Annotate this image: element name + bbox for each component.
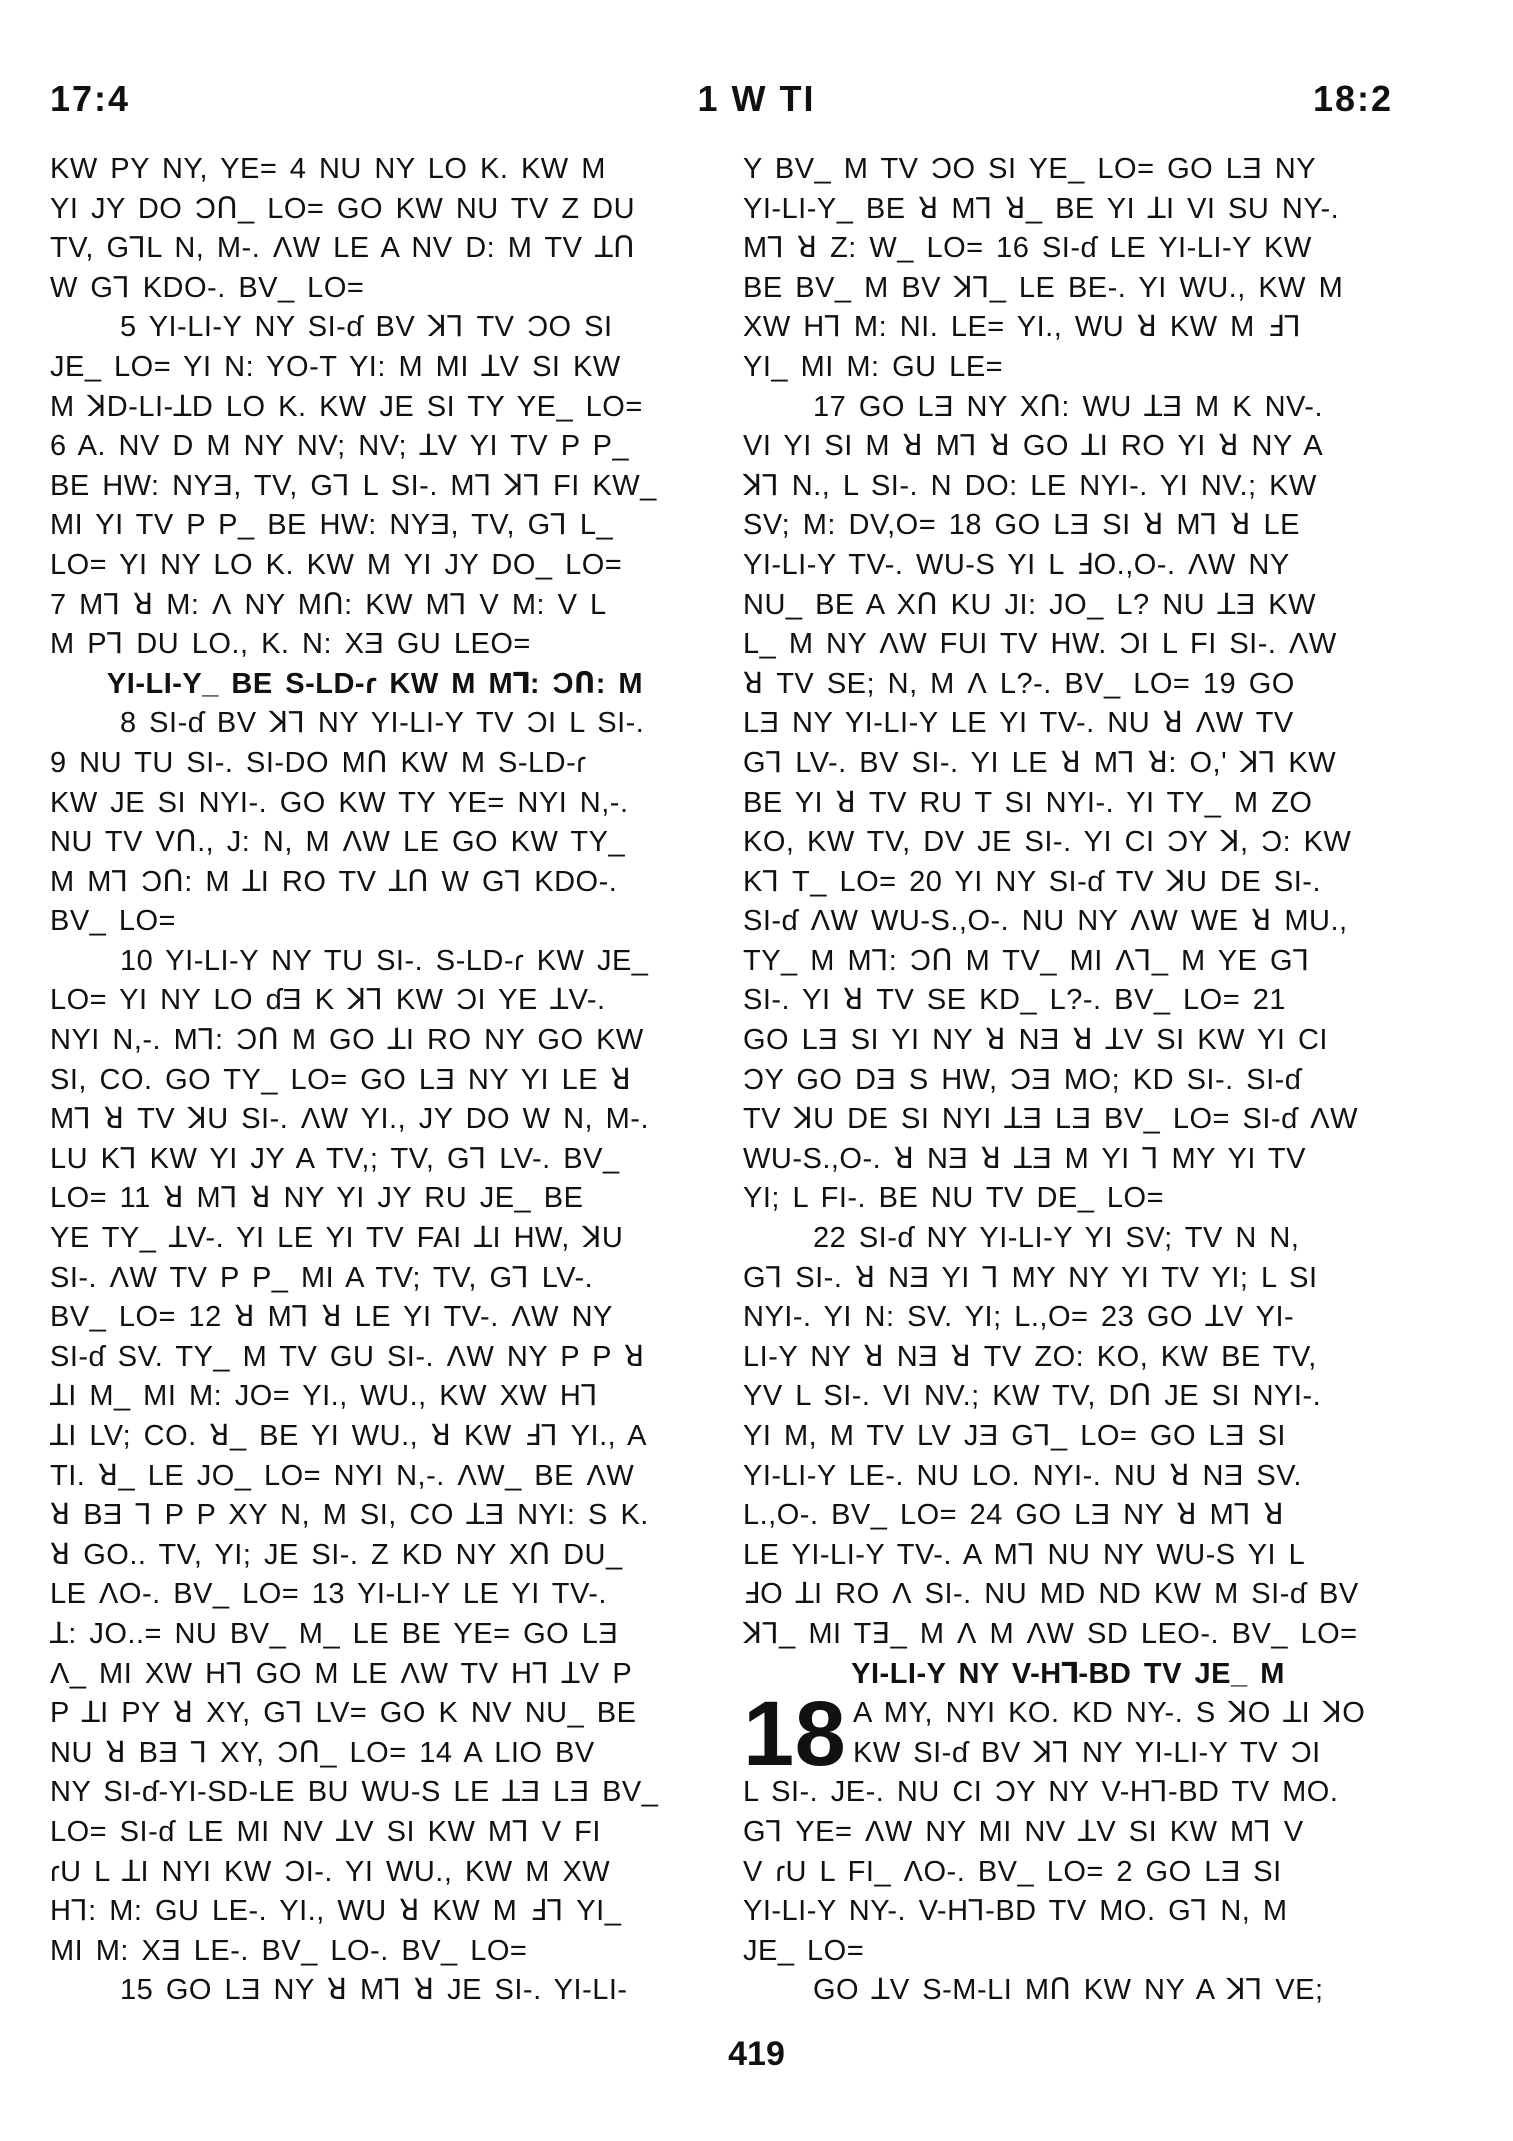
text-line: L.,O-. BV_ LO= 24 GO LƎ NY ꓤ Mꓶ ꓤ (743, 1499, 1285, 1532)
text-line: GO LƎ SI YI NY ꓤ NƎ ꓤ ꓕV SI KW YI CI (743, 1024, 1328, 1057)
text-line: L SI-. JE-. NU CI ƆY NY V-Hꓶ-BD TV MO. (743, 1776, 1339, 1809)
text-line: TI. ꓤ_ LE JO_ LO= NYI N,-. ɅW_ BE ɅW (50, 1459, 635, 1492)
text-line: LO= YI NY LO ɗƎ K ꓘꓶ KW ƆI YE ꓕV-. (50, 984, 606, 1017)
text-line: Gꓶ LV-. BV SI-. YI LE ꓤ Mꓶ ꓤ: O,' ꓘꓶ KW (743, 746, 1337, 779)
text-line: NY SI-ɗ-YI-SD-LE BU WU-S LE ꓕƎ LƎ BV_ (50, 1776, 659, 1809)
right-column-text (743, 150, 1393, 1694)
text-line: 6 A. NV D M NY NV; NV; ꓕV YI TV P P_ (50, 430, 630, 463)
text-line: ꓤ BƎ ꓶ P P XY N, M SI, CO ꓕƎ NYI: S K. (50, 1499, 649, 1532)
text-line: LO= SI-ɗ LE MI NV ꓕV SI KW Mꓶ V FI (50, 1815, 601, 1848)
chapter-number: 18 (743, 1683, 847, 1786)
text-line: SI-. ɅW TV P P_ MI A TV; TV, Gꓶ LV-. (50, 1261, 594, 1294)
text-line: Mꓶ ꓤ Z: W_ LO= 16 SI-ɗ LE YI-LI-Y KW (743, 232, 1312, 265)
text-line: SV; M: DV,O= 18 GO LƎ SI ꓤ Mꓶ ꓤ LE (743, 509, 1300, 542)
text-line: YI_ MI M: GU LE= (743, 350, 1004, 383)
text-line: 8 SI-ɗ BV ꓘꓶ NY YI-LI-Y TV ƆI L SI-. (120, 707, 645, 740)
text-line: NYI N,-. Mꓶ: ƆՈ M GO ꓕI RO NY GO KW (50, 1024, 644, 1057)
text-line: JE_ LO= (743, 1934, 865, 1967)
text-line: BE BV_ M BV ꓘꓶ_ LE BE-. YI WU., KW M (743, 271, 1344, 304)
text-line: Gꓶ YE= ɅW NY MI NV ꓕV SI KW Mꓶ V (743, 1815, 1304, 1848)
text-line: LE YI-LI-Y TV-. A Mꓶ NU NY WU-S YI L (743, 1538, 1306, 1571)
text-line: SI-ɗ SV. TY_ M TV GU SI-. ɅW NY P P ꓤ (50, 1340, 645, 1373)
text-line: LƎ NY YI-LI-Y LE YI TV-. NU ꓤ ɅW TV (743, 707, 1294, 740)
running-header-title: 1 W TI (697, 78, 816, 119)
text-line: P ꓕI PY ꓤ XY, Gꓶ LV= GO K NV NU_ BE (50, 1697, 637, 1730)
text-line: SI-ɗ ɅW WU-S.,O-. NU NY ɅW WE ꓤ MU., (743, 905, 1348, 938)
text-line: LU Kꓶ KW YI JY A TV,; TV, Gꓶ LV-. BV_ (50, 1142, 620, 1175)
text-line: SI, CO. GO TY_ LO= GO LƎ NY YI LE ꓤ (50, 1063, 632, 1096)
text-line: YI M, M TV LV JƎ Gꓶ_ LO= GO LƎ SI (743, 1420, 1286, 1452)
text-line: YI-LI-Y NY-. V-Hꓶ-BD TV MO. Gꓶ N, M (743, 1895, 1288, 1928)
text-line: KW JE SI NYI-. GO KW TY YE= NYI N,-. (50, 786, 629, 819)
text-line: YI-LI-Y LE-. NU LO. NYI-. NU ꓤ NƎ SV. (743, 1459, 1302, 1492)
page-number: 419 (728, 2035, 785, 2073)
text-line: YI-LI-Y TV-. WU-S YI L ꓞO.,O-. ɅW NY (743, 548, 1290, 581)
text-line: ꓕI LV; CO. ꓤ_ BE YI WU., ꓤ KW ꓞꓶ YI., A (50, 1420, 647, 1452)
text-line: TY_ M Mꓶ: ƆՈ M TV_ MI Ʌꓶ_ M YE Gꓶ (743, 944, 1310, 977)
chapter-line: A MY, NYI KO. KD NY-. S ꓘO ꓕI ꓘO (853, 1697, 1366, 1730)
text-line: Gꓶ SI-. ꓤ NƎ YI ꓶ MY NY YI TV YI; L SI (743, 1261, 1318, 1294)
text-line: 17 GO LƎ NY XՈ: WU ꓕƎ M K NV-. (813, 390, 1324, 423)
text-line: MI YI TV P P_ BE HW: NYƎ, TV, Gꓶ L_ (50, 509, 614, 542)
text-line: WU-S.,O-. ꓤ NƎ ꓤ ꓕƎ M YI ꓶ MY YI TV (743, 1142, 1306, 1175)
text-line: 10 YI-LI-Y NY TU SI-. S-LD-ɾ KW JE_ (120, 944, 649, 977)
text-line: NYI-. YI N: SV. YI; L.,O= 23 GO ꓕV YI- (743, 1301, 1295, 1334)
right-column-after-chapter (743, 1773, 1393, 2011)
text-line: YE TY_ ꓕV-. YI LE YI TV FAI ꓕI HW, ꓘU (50, 1222, 624, 1255)
text-line: JE_ LO= YI N: YO-T YI: M MI ꓕV SI KW (50, 350, 621, 383)
text-line: BE HW: NYƎ, TV, Gꓶ L SI-. Mꓶ ꓘꓶ FI KW_ (50, 469, 657, 502)
text-line: BE YI ꓤ TV RU T SI NYI-. YI TY_ M ZO (743, 786, 1313, 819)
text-line: YI-LI-Y_ BE ꓤ Mꓶ ꓤ_ BE YI ꓕI VI SU NY-. (743, 192, 1340, 225)
text-line: Hꓶ: M: GU LE-. YI., WU ꓤ KW M ꓞꓶ YI_ (50, 1895, 622, 1928)
chapter-start (743, 1683, 1393, 1786)
text-line: ꓞO ꓕI RO Ʌ SI-. NU MD ND KW M SI-ɗ BV (743, 1578, 1359, 1611)
text-line: Y BV_ M TV ƆO SI YE_ LO= GO LƎ NY (743, 153, 1317, 185)
text-line: BV_ LO= 12 ꓤ Mꓶ ꓤ LE YI TV-. ɅW NY (50, 1301, 613, 1334)
text-line: M ꓘD-LI-ꓕD LO K. KW JE SI TY YE_ LO= (50, 390, 643, 423)
section-heading: YI-LI-Y NY V-Hꓶ-BD TV JE_ M (851, 1657, 1285, 1690)
text-line: L_ M NY ɅW FUI TV HW. ƆI L FI SI-. ɅW (743, 628, 1337, 661)
text-line: SI-. YI ꓤ TV SE KD_ L?-. BV_ LO= 21 (743, 984, 1286, 1017)
text-line: MI M: XƎ LE-. BV_ LO-. BV_ LO= (50, 1934, 528, 1967)
text-line: NU TV VՈ., J: N, M ɅW LE GO KW TY_ (50, 826, 626, 859)
text-line: 5 YI-LI-Y NY SI-ɗ BV ꓘꓶ TV ƆO SI (120, 311, 613, 344)
text-line: GO ꓕV S-M-LI MՈ KW NY A ꓘꓶ VE; (813, 1974, 1324, 2007)
running-header-left: 17:4 (50, 78, 131, 119)
text-line: ꓤ TV SE; N, M Ʌ L?-. BV_ LO= 19 GO (743, 667, 1295, 700)
text-line: W Gꓶ KDO-. BV_ LO= (50, 271, 365, 304)
text-line: LE ɅO-. BV_ LO= 13 YI-LI-Y LE YI TV-. (50, 1578, 607, 1611)
text-line: VI YI SI M ꓤ Mꓶ ꓤ GO ꓕI RO YI ꓤ NY A (743, 430, 1324, 463)
text-line: ꓕ: JO..= NU BV_ M_ LE BE YE= GO LƎ (50, 1617, 619, 1650)
text-line: ɾU L ꓕI NYI KW ƆI-. YI WU., KW M XW (50, 1855, 611, 1888)
text-line: ꓤ GO.. TV, YI; JE SI-. Z KD NY XՈ DU_ (50, 1538, 623, 1571)
section-heading: YI-LI-Y_ BE S-LD-ɾ KW M Mꓶ: ƆՈ: M (106, 667, 644, 700)
chapter-line: KW SI-ɗ BV ꓘꓶ NY YI-LI-Y TV ƆI (853, 1736, 1321, 1769)
text-line: BV_ LO= (50, 905, 176, 938)
text-line: ƆY GO DƎ S HW, ƆƎ MO; KD SI-. SI-ɗ (743, 1063, 1302, 1096)
running-header-right: 18:2 (1312, 78, 1393, 119)
text-line: LO= YI NY LO K. KW M YI JY DO_ LO= (50, 548, 623, 581)
text-line: Ʌ_ MI XW Hꓶ GO M LE ɅW TV Hꓶ ꓕV P (50, 1657, 633, 1690)
text-line: TV ꓘU DE SI NYI ꓕƎ LƎ BV_ LO= SI-ɗ ɅW (743, 1103, 1359, 1136)
text-line: YV L SI-. VI NV.; KW TV, DՈ JE SI NYI-. (743, 1380, 1322, 1413)
text-line: Kꓶ T_ LO= 20 YI NY SI-ɗ TV ꓘU DE SI-. (743, 865, 1322, 898)
text-line: M Pꓶ DU LO., K. N: XƎ GU LEO= (50, 628, 531, 661)
text-line: ꓘꓶ N., L SI-. N DO: LE NYI-. YI NV.; KW (743, 469, 1317, 502)
text-line: V ɾU L FI_ ɅO-. BV_ LO= 2 GO LƎ SI (743, 1855, 1282, 1888)
text-line: NU ꓤ BƎ ꓶ XY, ƆՈ_ LO= 14 A LIO BV (50, 1736, 595, 1769)
text-line: XW Hꓶ M: NI. LE= YI., WU ꓤ KW M ꓞꓶ (743, 311, 1302, 344)
right-column (743, 150, 1393, 2030)
text-line: 15 GO LƎ NY ꓤ Mꓶ ꓤ JE SI-. YI-LI- (120, 1974, 628, 2007)
text-line: ꓘꓶ_ MI Tꓱ_ M Ʌ M ɅW SD LEO-. BV_ LO= (743, 1617, 1358, 1650)
text-line: KW PY NY, YE= 4 NU NY LO K. KW M (50, 153, 606, 185)
left-column (50, 150, 700, 2030)
text-line: NU_ BE A XՈ KU JI: JO_ L? NU ꓕƎ KW (743, 588, 1316, 621)
text-line: LO= 11 ꓤ Mꓶ ꓤ NY YI JY RU JE_ BE (50, 1182, 584, 1215)
text-line: YI JY DO ƆՈ_ LO= GO KW NU TV Z DU (50, 192, 636, 225)
text-line: 9 NU TU SI-. SI-DO MՈ KW M S-LD-ɾ (50, 746, 587, 779)
text-line: YI; L FI-. BE NU TV DE_ LO= (743, 1182, 1165, 1215)
text-line: ꓕI M_ MI M: JO= YI., WU., KW XW Hꓶ (50, 1380, 598, 1413)
text-line: M Mꓶ ƆՈ: M ꓕI RO TV ꓕՈ W Gꓶ KDO-. (50, 865, 618, 898)
text-line: KO, KW TV, DV JE SI-. YI CI ƆY ꓘ, Ɔ: KW (743, 826, 1352, 859)
text-line: LI-Y NY ꓤ NƎ ꓤ TV ZO: KO, KW BE TV, (743, 1340, 1317, 1373)
text-line: 7 Mꓶ ꓤ M: Ʌ NY MՈ: KW Mꓶ V M: V L (50, 588, 607, 621)
text-line: TV, GꓶL N, M-. ɅW LE A NV D: M TV ꓕՈ (50, 232, 635, 265)
text-line: Mꓶ ꓤ TV ꓘU SI-. ɅW YI., JY DO W N, M-. (50, 1103, 650, 1136)
text-line: 22 SI-ɗ NY YI-LI-Y YI SV; TV N N, (813, 1222, 1300, 1255)
